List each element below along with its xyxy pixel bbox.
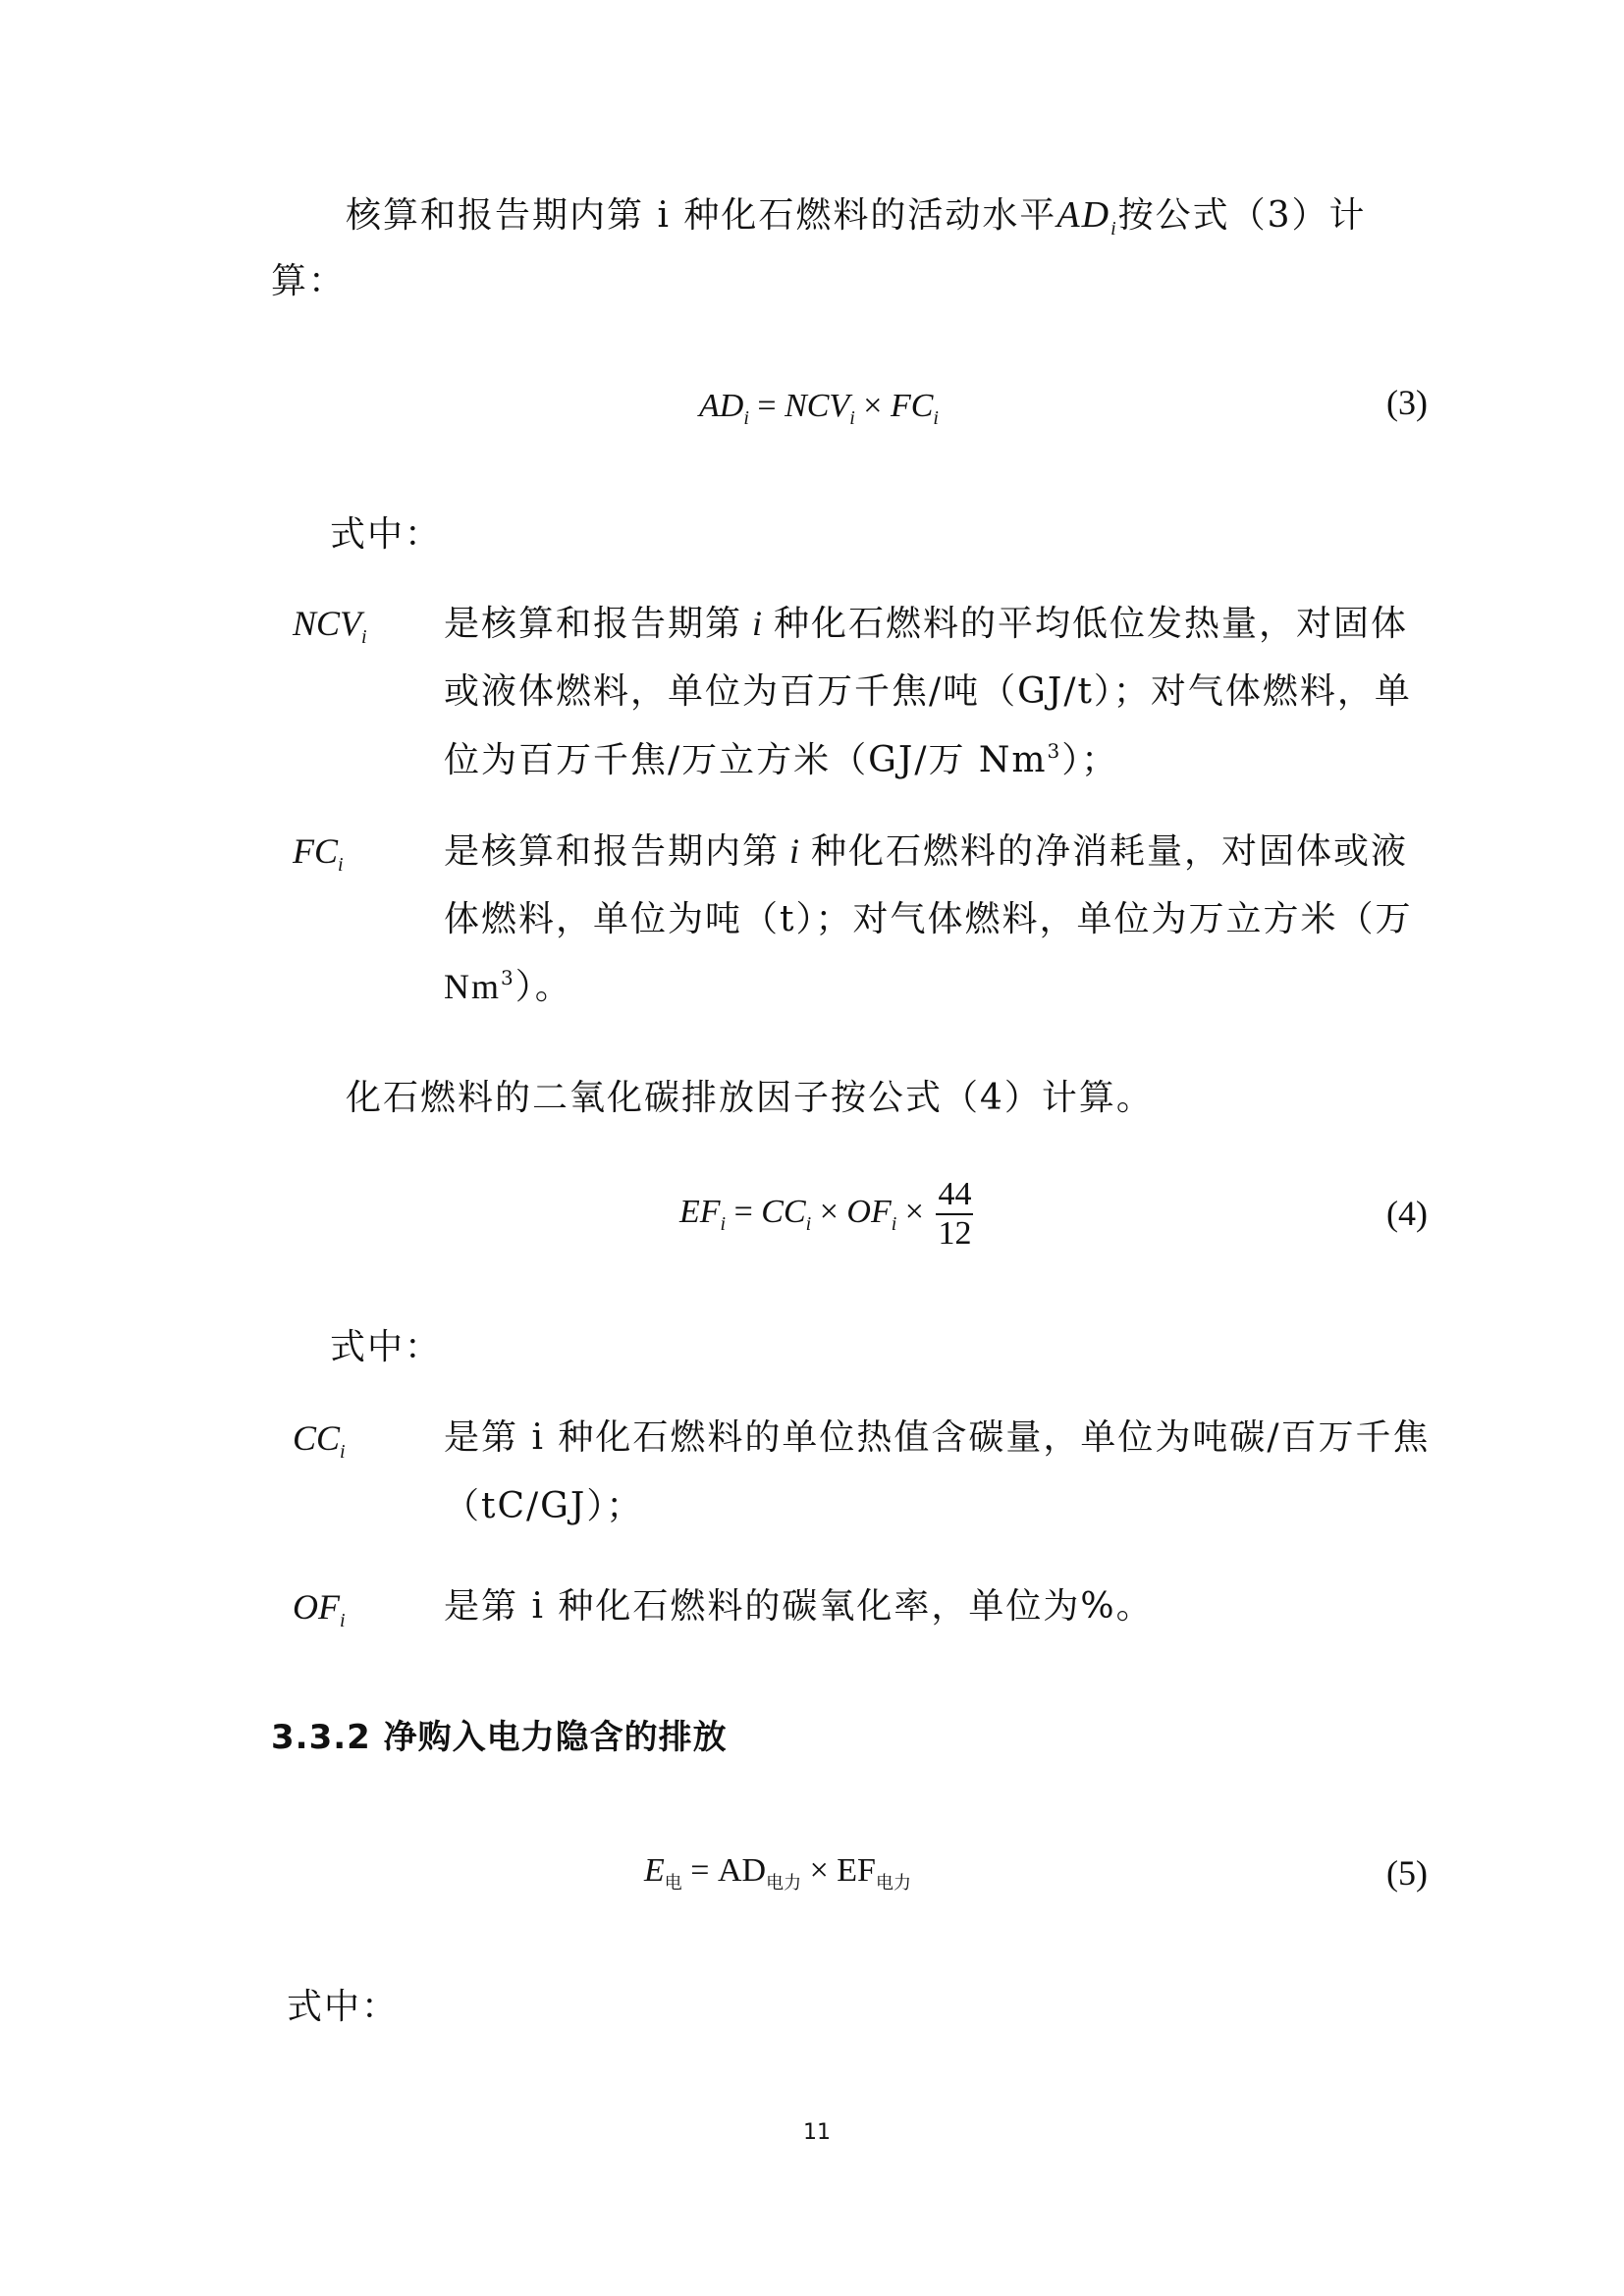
cc-definition-line2: （tC/GJ）； bbox=[444, 1486, 644, 1526]
equation-5-number: (5) bbox=[1386, 1853, 1428, 1893]
fraction-44-over-12: $\frac{44}{12}$ bbox=[938, 1176, 972, 1252]
section-heading: 3.3.2 净购入电力隐含的排放 bbox=[271, 1718, 728, 1757]
cc-definition-line1: 是第 i 种化石燃料的单位热值含碳量，单位为吨碳/百万千焦 bbox=[444, 1417, 1431, 1458]
cc-symbol: $CC_i$ bbox=[293, 1418, 346, 1463]
ncv-symbol: $NCV_i$ bbox=[293, 604, 367, 648]
paragraph-activity-level-line2: 算： bbox=[271, 261, 347, 301]
paragraph-activity-level-suffix: 按公式（3）计 bbox=[1117, 195, 1367, 236]
ncv-definition-line3: 位为百万千焦/万立方米（GJ/万 Nm$^3$）； bbox=[444, 739, 1119, 780]
equation-3: $AD_i = NCV_i \times FC_i$ bbox=[699, 388, 939, 429]
equation-5: $E_电 = AD_{电力} \times EF_{电力}$ bbox=[644, 1852, 911, 1894]
equation-4-number: (4) bbox=[1386, 1194, 1428, 1233]
page-number: 11 bbox=[803, 2120, 831, 2145]
fc-definition-line1: 是核算和报告期内第 i 种化石燃料的净消耗量，对固体或液 bbox=[444, 831, 1409, 872]
fc-definition-line2: 体燃料，单位为吨（t）；对气体燃料，单位为万立方米（万 bbox=[444, 899, 1413, 939]
where-label-2: 式中： bbox=[330, 1327, 443, 1367]
ncv-definition-line1: 是核算和报告期第 i 种化石燃料的平均低位发热量，对固体 bbox=[444, 604, 1409, 644]
where-label-3: 式中： bbox=[287, 1987, 400, 2027]
ncv-definition-line2: 或液体燃料，单位为百万千焦/吨（GJ/t）；对气体燃料，单 bbox=[444, 671, 1412, 712]
paragraph-emission-factor: 化石燃料的二氧化碳排放因子按公式（4）计算。 bbox=[346, 1078, 1154, 1118]
of-definition-line1: 是第 i 种化石燃料的碳氧化率，单位为%。 bbox=[444, 1586, 1154, 1627]
activity-level-symbol: $AD_i$ bbox=[1056, 194, 1118, 240]
where-label-1: 式中： bbox=[330, 514, 443, 555]
equation-4: $EF_i = CC_i \times OF_i$ × $\frac{44}{12}$ bbox=[679, 1176, 972, 1252]
paragraph-activity-level bbox=[346, 192, 1367, 239]
equation-3-number: (3) bbox=[1386, 383, 1428, 422]
fc-definition-line3: Nm$^3$）。 bbox=[444, 966, 572, 1007]
of-symbol: $OF_i$ bbox=[293, 1587, 346, 1631]
paragraph-activity-level-prefix: 核算和报告期内第 i 种化石燃料的活动水平 bbox=[346, 195, 1057, 236]
fc-symbol: $FC_i$ bbox=[293, 831, 344, 876]
